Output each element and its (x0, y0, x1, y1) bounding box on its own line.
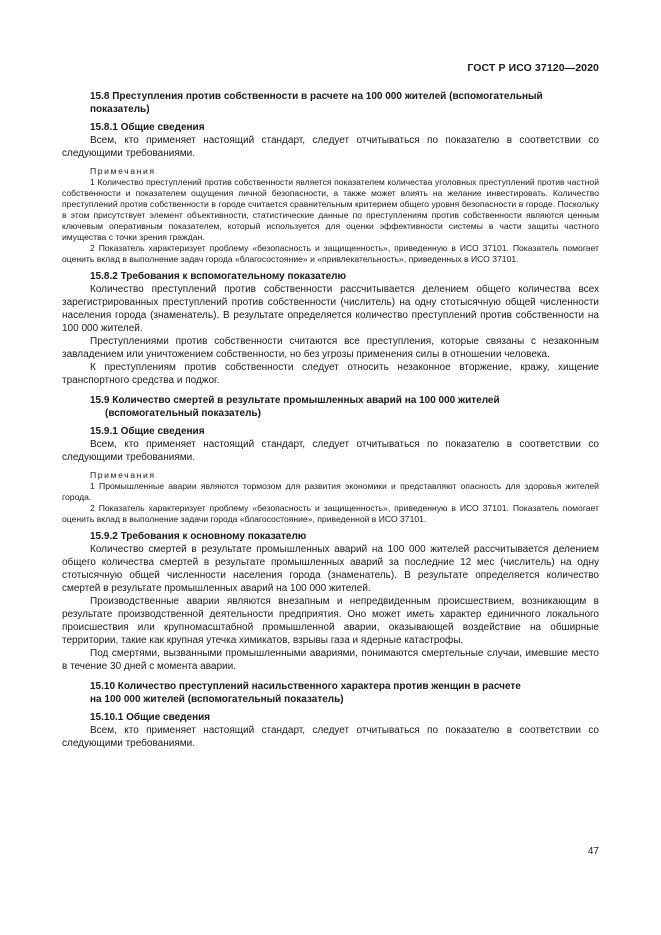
section-15-9-title-cont: (вспомогательный показатель) (105, 408, 261, 419)
note: 2 Показатель характеризует проблему «безопасность и защищенность», приведенную в ИСО 37101. Показатель помогает оценить вклад в выполнение задач города «благосостояние» и «привлекательность», приведенных в ИСО 37101. (62, 243, 599, 264)
note: 1 Промышленные аварии являются тормозом для развития экономики и представляют опасность для здоровья жителей города. (62, 481, 599, 502)
paragraph: К преступлениям против собственности следует относить незаконное вторжение, кражу, хищение транспортного средства и поджог. (62, 362, 599, 386)
paragraph: Количество смертей в результате промышленных аварий на 100 000 жителей рассчитывается делением общего количества смертей в результате промышленных аварий за последние 12 мес (числитель) на одну стотысячную общей численности населения города (знаменатель). В результате определяется количество смертей в результате промышленных аварий на 100 000 жителей. (62, 544, 599, 594)
section-15-10-title-cont: на 100 000 жителей (вспомогательный показатель) (90, 694, 344, 705)
subsection-15-9-2-title: 15.9.2 Требования к основному показателю (90, 531, 307, 542)
paragraph: Всем, кто применяет настоящий стандарт, следует отчитываться по показателю в соответствии со следующими требованиями. (62, 725, 599, 749)
paragraph: Под смертями, вызванными промышленными авариями, понимаются смертельные случаи, имевшие место в течение 30 дней с момента аварии. (62, 648, 599, 672)
note: 1 Количество преступлений против собственности является показателем количества уголовных преступлений против частной собственности и показателем ощущения личной безопасности, а также может влиять на желание инвестировать. Количество преступлений против собственности в городе считается сравнительным критерием общего уровня безопасности в городе. Поскольку в этом присутствует элемент объективности, статистические данные по преступлениям против собственности являются ценным ключевым оперативным показателем, который используется для оценки эффективности системы в части защиты частного имущества с точки зрения граждан. (62, 177, 599, 242)
section-15-8-title: 15.8 Преступления против собственности в расчете на 100 000 жителей (вспомогательный показатель) (90, 91, 543, 115)
notes-heading: Примечания (90, 166, 156, 176)
paragraph: Производственные аварии являются внезапным и непредвиденным происшествием, возникающим в результате производственной деятельности предприятия. Оно может иметь характер единичного локального происшествия или крупномасштабной промышленной аварии, оказывающей воздействие на обширные территории, такие как крупная утечка химикатов, взрывы газа и ядерные катастрофы. (62, 596, 599, 646)
subsection-15-8-2-title: 15.8.2 Требования к вспомогательному показателю (90, 271, 347, 282)
paragraph: Количество преступлений против собственности рассчитывается делением общего количества всех зарегистрированных преступлений против собственности (числитель) на одну стотысячную общей численности населения города (знаменатель). В результате определяется количество преступлений против собственности на 100 000 жителей. (62, 284, 599, 334)
subsection-15-8-1-title: 15.8.1 Общие сведения (90, 122, 205, 133)
page-content (62, 90, 599, 750)
subsection-15-10-1-title: 15.10.1 Общие сведения (90, 712, 211, 723)
standard-header: ГОСТ Р ИСО 37120—2020 (467, 62, 599, 74)
paragraph: Всем, кто применяет настоящий стандарт, следует отчитываться по показателю в соответствии со следующими требованиями. (62, 439, 599, 463)
paragraph: Преступлениями против собственности считаются все преступления, которые связаны с незаконным завладением или уничтожением собственности, но без угрозы применения силы в отношении человека. (62, 336, 599, 360)
notes-heading: Примечания (90, 470, 156, 480)
section-15-10-title: 15.10 Количество преступлений насильственного характера против женщин в расчете (90, 681, 521, 692)
paragraph: Всем, кто применяет настоящий стандарт, следует отчитываться по показателю в соответствии со следующими требованиями. (62, 135, 599, 159)
note: 2 Показатель характеризует проблему «безопасность и защищенность», приведенную в ИСО 37101. Показатель помогает оценить вклад в выполнение задачи города «благосостояние», приведенной в ИСО 37101. (62, 503, 599, 524)
section-15-9-title: 15.9 Количество смертей в результате промышленных аварий на 100 000 жителей (90, 395, 500, 406)
page-number: 47 (587, 846, 599, 857)
subsection-15-9-1-title: 15.9.1 Общие сведения (90, 426, 205, 437)
